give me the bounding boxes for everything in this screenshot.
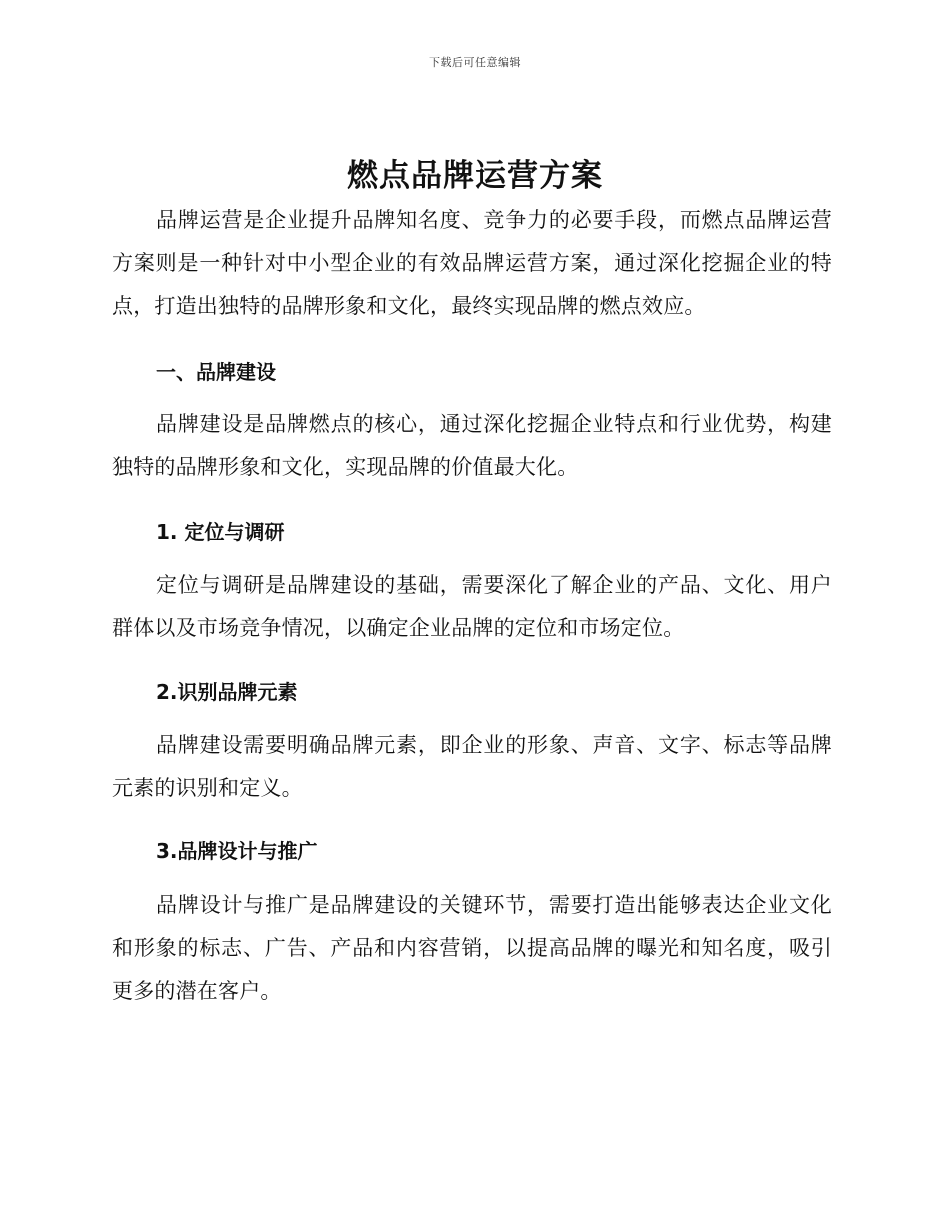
page-header-note: 下载后可任意编辑 xyxy=(429,56,521,69)
subsection-heading-design-promotion: 3.品牌设计与推广 xyxy=(156,839,318,863)
intro-paragraph: 品牌运营是企业提升品牌知名度、竞争力的必要手段，而燃点品牌运营方案则是一种针对中小型企业的有效品牌运营方案，通过深化挖掘企业的特点，打造出独特的品牌形象和文化，最终实现品牌的燃点效应。 xyxy=(112,208,832,318)
section-heading-brand-building: 一、品牌建设 xyxy=(156,360,276,384)
subsection-heading-positioning: 1. 定位与调研 xyxy=(156,520,285,544)
document-title: 燃点品牌运营方案 xyxy=(347,158,603,194)
subsection-paragraph-design-promotion: 品牌设计与推广是品牌建设的关键环节，需要打造出能够表达企业文化和形象的标志、广告、产品和内容营销，以提高品牌的曝光和知名度，吸引更多的潜在客户。 xyxy=(112,893,832,1003)
subsection-heading-brand-elements: 2.识别品牌元素 xyxy=(156,680,298,704)
section-paragraph-brand-building: 品牌建设是品牌燃点的核心，通过深化挖掘企业特点和行业优势，构建独特的品牌形象和文化，实现品牌的价值最大化。 xyxy=(112,412,832,479)
subsection-paragraph-brand-elements: 品牌建设需要明确品牌元素，即企业的形象、声音、文字、标志等品牌元素的识别和定义。 xyxy=(112,733,832,800)
subsection-paragraph-positioning: 定位与调研是品牌建设的基础，需要深化了解企业的产品、文化、用户群体以及市场竞争情况，以确定企业品牌的定位和市场定位。 xyxy=(112,573,832,640)
